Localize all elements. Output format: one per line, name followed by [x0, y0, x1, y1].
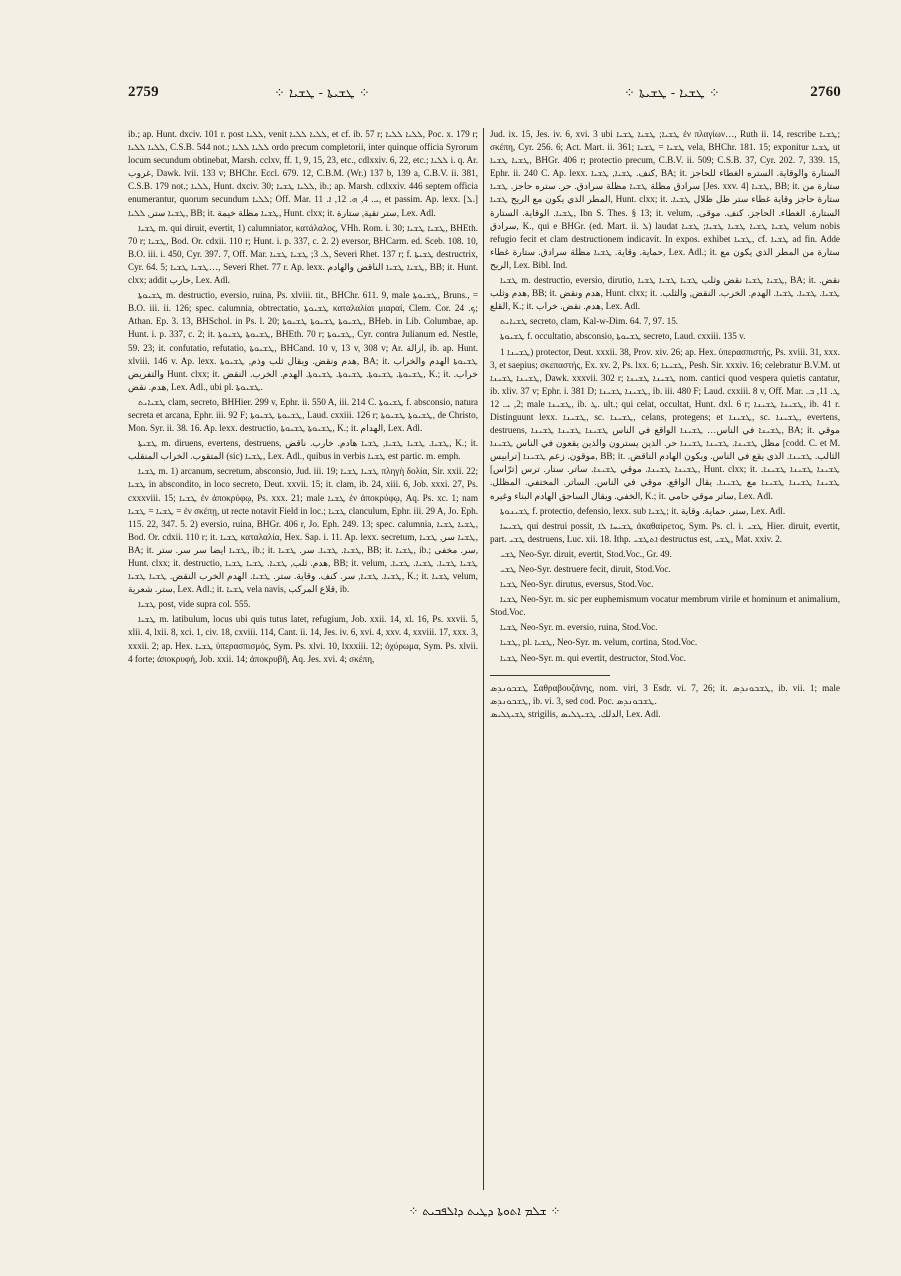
dictionary-entry: ܛܫܝܐ m. latibulum, locus ubi quis tutus latet, refugium, Job. xxii. 14, xl. 16, Ps. xxvii. 5, xlii. 4, lxii. 8, xci. 1, civ. 18, cxviii. 114, Cant. ii. 14, Jes. iv. 6, xvi. 4, xxv. 4, xxviii. 17, xxx. 3, xxxii. 2; ap. Hex. ܛܫܝܐ ὑπερασπισμός, Sym. Ps. xlvi. 10, lxxxiii. 12; ὀχύρωμα, Sym. Ps. xlvii. 4 forte; ἀποκρυφή, Job. xxii. 14; ἀποκρυβῆ, Aq. Jes. xvi. 4; σκέπη, — [128, 614, 478, 664]
dictionary-entry: ܛܫܝܘܬܐ m. destructio, eversio, ruina, Ps. xlviii. tit., BHChr. 611. 9, male ܛܫܝܘܬܐ, Bruns., = B.O. iii. ii. 126; spec. calumnia, obtrectatio, ܛܫܝܘܬܐ καταλαλίαι μιαραί, Clem. Cor. ܟ. 24; Athan. Ep. 3. 13, BHSchol. in Ps. l. 20; ܛܫܝܘܬܐ ܛܫܝܘܬܐ ܛܫܝܘܬܐ, BHeb. in Lib. Columbae, ap. Hunt. i. p. 337, c. 2; it. ܛܫܝܘܬܐ ܛܫܝܘܬܐ, BHEth. 70 r; ܛܫܝܘܬܐ, Cyr. contra Julianum ed. Nestle, 59. 23; it. confutatio, refutatio, ܛܫܝܘܬܐ, BHCand. 10 v, 13 v, 308 v; Ar. ازالة, ib. ap. Hunt. xlviii. 146 v. Ap. lexx. هدم ونقض. ويقال ثلب وذم, ܛܫܝܘܬܐ, BA; it. ܛܫܝܘܬܐ الهدم والخراب والتفريض Hunt. clxx; it. ܛܫܝܘܬܐ. ܛܫܝܘܬܐ. ܛܫܝܘܬܐ. ܛܫܝܘܬܐ. الهدم. الخرب. النقض, K.; it. خراب. هدم. نقض, Lex. Adl., ubi pl. ܛܫܝܘܬܐ. — [128, 290, 478, 392]
right-page-number: 2760 — [810, 84, 841, 100]
dictionary-entry: ܛܫܝܐ m. 1) arcanum, secretum, absconsio, Jud. iii. 19; ܛܫܝܐ ܛܫܝܐ πληγὴ δολία, Sir. xxii. 22; ܛܫܝܐ in abscondito, in loco secreto, Deut. xxvii. 15; it. clam, ib. 24, xiii. 6, Job. xxxi. 27, Ps. cxxxviii. 15; ܛܫܝܐ ἐν ἀποκρύφῳ, Ps. xxx. 21; male ܛܫܝܐ ἐν ἀποκρύφῳ, Aq. Ps. xc. 1; nam ܛܫܝܐ = ܛܫܝܐ = ἐν σκέπῃ, ut recte notavit Field in loc.; ܛܫܝܐ clanculum, Ephr. iii. 29 A, Jo. Eph. 115. 22, 347. 5. 2) eversio, ruina, BHGr. 406 r, Jo. Eph. 249. 13; spec. calumnia, ܛܫܝܐ ܛܫܝܐ, Bod. Or. cdxii. 110 r; it. ܛܫܝܐ καταλαλία, Hex. Sap. i. 11. Ap. lexx. secretum, ܛܫܝܐ سر, ܛܫܝܐ, BA; it. ܛܫܝܐ ايضا سر سر. ستر, ib.; it. ܛܫܝܐ. ܛܫܝܐ. سر. ܛܫܝܐ, BB; it. ܛܫܝܐ, ib.; سر. مخفى, Hunt. clxx; it. destructio, هدم. ثلب, ܛܫܝܐ. ܛܫܝܐ ܛܫܝܐ, BB; it. velum, ܛܫܝܐ ܛܫܝܐ. ܛܫܝܐ. ܛܫܝܐ. ܛܫܝܐ. ܛܫܝܐ, سر. كنف. وقاية. ستر. ܛܫܝܐ. الهدم الخرب النقض. ܛܫܝܐ ܛܫܝܐ, K.; it. ܛܫܝܐ velum, ستر. شعرية, Lex. Adl.; it. ܛܫܝܐ vela navis, قلاع المركب, ib. — [128, 466, 478, 595]
text-columns — [128, 128, 841, 1190]
section-end-line: ⁘ ܫܠܡ ܐܬܘܬܐ ܕܛܝܬ ܕܐܠܦܒܝܬ ⁘ — [408, 1204, 561, 1218]
dictionary-entry: ܛܫܝܐ Neo-Syr. m. eversio, ruina, Stod.Voc. — [500, 622, 658, 633]
dictionary-entry: ܛܫܝ Neo-Syr. destruere fecit, diruit, Stod.Voc. — [500, 564, 671, 574]
dictionary-entry: Jud. ix. 15, Jes. iv. 6, xvi. 3 ubi ܛܫܝܐ; ܛܫܝܐ ܛܫܝܐ ἐν πλαγίων…, Ruth ii. 14, rescribe ܛܫܝܐ; σκέπη, Cyr. 256. 6; Act. Mart. ii. 361; ܛܫܝܐ = ܛܫܝܐ vela, BHChr. 181. 15; exponitur ܛܫܝܐ ut ܛܫܝܐ ܛܫܝܐ, BHGr. 406 r; protectio precum, C.B.V. ii. 509; C.S.B. 37, Cyr. 202. 7, 339. 15, Ephr. ii. 240 C. Ap. lexx. كنف. ܛܫܝܐ, ܛܫܝܐ, BA; it. الستارة والوقاية. الستره الغطاء للحاجز سرادق مظلة ܛܫܝܐ مظلة سرادق. حر. ستره حاجز. ܛܫܝܐ [Jes. xxv. 4] ܛܫܝܐ, BB; it. ستارة من المطر الذي يكون مع الريح ܛܫܝܐ, Hunt. clxx; it. ستارة حاجز وقاية غطاء ستر ظل ظلال ܛܫܝܐ. ܛܫܝܐ. الوقاية. الستارة, Ibn S. Thes. § 13; it. velum, الستارة. الغطاء. الحاجز. كنف. موقى. سرادق, K., qui e BHGr. (ed. Mart. ii. ܠ) laudat ܛܫܝܐ ܛܫܝܐ ܛܫܝܐ ܛܫܝܐ; ܛܫܝܐ velum nobis refugio fecit et clam destructionem indicavit. In expos. exhibet ܛܫܝܐ, cf. ܛܫܝܐ ad fin. Adde حماية. وقاية. ܛܫܝܐ مظلة سرادق. ستارة غطاء, Lex. Adl.; it. ستارة من المطر الذي يكون مع الريح, Lex. Bibl. Ind. — [490, 129, 840, 270]
dictionary-entry: ܛܫܝܢܐ 1) protector, Deut. xxxii. 38, Prov. xiv. 26; ap. Hex. ὑπερασπιστής, Ps. xviii. 31, xxx. 3, et saepius; σκεπαστής, Ex. xv. 2, Ps. lxx. 6; ܛܫܝܢܐ, Pesh. Sir. xxxiv. 16; celebratur B.V.M. ut ܛܫܝܢܐ ܛܫܝܢܐ, Dawk. xxxvii. 302 r; ܛܫܝܢܐ ܛܫܝܢܐ nom. cantici quod vespera quietis cantatur, ib. xliv. 37 v; Ephr. i. 381 D; ܛܫܝܢܐ ܛܫܝܢܐ, ib. iii. 480 F; Laud. cxxiii. 8 v, Off. Mar. ܛ. 11, ܒ. 2, ܝ. 12; male ܛܫܝܢܐ, ib. ܛ. ult.; qui celat, occultat, Hunt. dxl. 6 r; ܛܫܝܢܐ ܛܫܝܢܐ, ib. 41 r. Distinguunt lexx. ܛܫܝܢܐ, sc. ܛܫܝܢܐ, celans, protegens; et ܛܫܝܢܐ, sc. ܛܫܝܢܐ, evertens, destruens, ܛܫܝܢܐ في الناس… ܛܫܝܢܐ الواقع في الناس ܛܫܝܢܐ ܛܫܝܢܐ ܛܫܝܢܐ, BA; it. موقي مظل ܛܫܝܢܐ. ܛܫܝܢܐ ܛܫܝܢܐ حر. الذين يسترون والذين يقعون في الناس ܛܫܝܢܐ [codd. C. et M. ترابيس] موقون. زعم ܛܫܝܢܐ, BB; it. الثالب. ܛܫܝܢܐ. الذي يقع في الناس. ويكون الهادم الناقض. ܛܫܝܢܐ ܛܫܝܢܐ. موقي ܛܫܝܢܐ. ساتر. ستار. ترس [ترّاس], Hunt. clxx; it. ܛܫܝܢܐ ܛܫܝܢܐ ܛܫܝܢܐ. ܛܫܝܢܐ ܛܫܝܢܐ ܛܫܝܢܐ مع ܛܫܝܢܐ. يقال الواقع. موقي في الناس. الساتر. المختفي. المظلل. الخفي. ويقال الساحق الهادم البناء وغيره, K.; it. ساتر موقي حامي, Lex. Adl. — [490, 346, 840, 501]
dictionary-entry: ܛܫܝܐ Neo-Syr. m. sic per euphemismum vocatur membrum virile et hominum et animalium, Stod.Voc. — [490, 594, 840, 618]
dictionary-entry: ܛܫܝܐ m. qui diruit, evertit, 1) calumniator, κατάλαλος, VHh. Rom. i. 30; ܛܫܝܐ ܛܫܝܐ, BHEth. 70 r; ܛܫܝܐ, Bod. Or. cdxii. 110 r; Hunt. i. p. 337, c. 2. 2) eversor, BHCarm. ed. Sceb. 108. 10, B.O. iii. i. 450, Cyr. 397. 7, Off. Mar. ܠ. 3; ܛܫܝܐ ܛܫܝܐ, Severi Rhet. 137 r; f. ܛܫܝܬܐ destructrix, Cyr. 64. 5; ܛܫܝܐ ܛܫܝܐ…, Severi Rhet. 77 r. Ap. lexx. ܛܫܝܐ ܛܫܝܐ الناقض والهادم, BB; it. Hunt. clxx; addit خارب, Lex. Adl. — [128, 222, 478, 286]
right-column — [490, 128, 840, 1190]
column-divider — [483, 128, 484, 1190]
dictionary-entry: ܛܫܝܢܘܬܐ f. protectio, defensio, lexx. sub ܛܫܝܐ; it. ستر. حماية. وقاية, Lex. Adl. — [500, 505, 786, 516]
footnote-divider — [490, 675, 610, 676]
footnote-entry: ܛܫܒܘܢܕܣ Σαθραβουζάνης, nom. viri, 3 Esdr. vi. 7, 26; it. ܛܫܒܘܢܕܣ, ib. vii. 1; male ܛܫܒܘܢܕܣ, ib. vi. 3, sed cod. Poc. ܛܫܒܘܢܕܣ. — [490, 682, 840, 706]
dictionary-entry: ib.; ap. Hunt. dxciv. 101 r. post ܠܠܝܐ, venit ܠܠܝܐ ܠܠܝܐ, et cf. ib. 57 r; ܠܠܝܐ ܠܠܝܐ, Poc. x. 179 r; ܠܠܝܐ ܠܠܝܐ, C.S.B. 544 not.; ܠܠܝܐ ܠܠܝܐ ordo precum completorii, inter quinque officia Syrorum locum secundum obtinebat, Marsh. cclxv, ff. 1, 9, 15, 23, etc., cdlxxiv. 6, 22, etc.; ܠܠܝܐ i. q. Ar. غروب, Dawk. lvii. 133 v; BHChr. Eccl. 679. 12, C.B.M. (Wr.) 137 b, 139 a, C.B.V. ii. 381, C.S.B. 179 not.; ܠܠܝܐ, Hunt. dxciv. 30; ܠܠܝܐ ܛܫܝܐ, ib.; ap. Marsh. cdlxxiv. 446 septem officia enumerantur, quorum secundum ܠܠܝܐ; Off. Mar. ܝ. 4, ܗ. 12, ܐ. 11, et passim. Ap. lexx. [ܠ.] ܛܫܝܐ ستر, ܠܠܝܐ, BB; it. ܛܫܝܐ مظلة خيمة, Hunt. clxx; it. ستر تقية, ستارة, Lex. Adl. — [128, 129, 478, 218]
dictionary-entry: ܛܫܝܘܬܐ f. occultatio, absconsio, ܛܫܝܘܬܐ secreto, Laud. cxxiii. 135 v. — [500, 331, 746, 342]
right-running-head: ⁘ ܛܫܝܐ - ܛܫܝܬܐ ⁘ — [624, 86, 720, 101]
page-header — [128, 84, 841, 106]
dictionary-entry: ܛܫܝܬܐ m. diruens, evertens, destruens, ܛܫܝܐ. ܛܫܝܐ ܛܫܝܐ, ܛܫܝܐ هادم. خارب. ناقض, K.; it. المتقوب. الخراب المنقلب (sic) ܛܫܝܐ, Lex. Adl., quibus in verbis ܛܫܝܐ est partic. m. emph. — [128, 438, 478, 462]
dictionary-entry: ܛܫܝܐ post, vide supra col. 555. — [138, 599, 251, 610]
dictionary-entry: ܛܫܝܚܐ qui destrui possit, ܛܫܝܚܐ ܠܐ ἀκαθαίρετος, Sym. Ps. cl. i. ܛܫܝ Hier. diruit, evertit, part. ܛܫܝ destruens, Luc. xii. 18. Ithp. ܐܬܛܫܝ destructus est, ܛܫܝ, Mat. xxiv. 2. — [490, 520, 840, 544]
dictionary-entry: ܛܫܝܐܝܬ clam, secreto, BHHier. 299 v, Ephr. ii. 550 A, iii. 214 C. ܛܫܝܘܬܐ f. absconsio, natura secreta et arcana, Ephr. iii. 92 F; ܛܫܝܘܬܐ ܛܫܝܘܬܐ, Laud. cxxiii. 126 r; ܛܫܝܘܬܐ ܛܫܝܘܬܐ, de Christo, Mon. Syr. ii. 38. 16. Ap. lexx. destructio, ܛܫܝܘܬܐ ܛܫܝܘܬܐ, K.; it. الهدام, Lex. Adl. — [128, 396, 478, 434]
dictionary-entry: ܛܫܝܐ, pl. ܛܫܝܐ, Neo-Syr. m. velum, cortina, Stod.Voc. — [500, 637, 698, 648]
dictionary-entry: ܛܫܝܐ m. destructio, eversio, dirutio, ܛܫܝܐ ܛܫܝܐ نقض وثلب ܛܫܝܐ ܛܫܝܐ ܛܫܝܐ, BA; it. نقض. هدم وثلب, BB; it. هدم ونقض, Hunt. clxx; it. ܛܫܝܐ. ܛܫܝܐ. ܛܫܝܐ. الهدم. الخرب. النقض, والثلب. القلع, K.; it. هدم. نقض. خراب, Lex. Adl. — [490, 275, 840, 312]
left-column — [128, 128, 478, 1190]
dictionary-entry: ܛܫܝܐ Neo-Syr. m. qui evertit, destructor, Stod.Voc. — [500, 652, 686, 663]
dictionary-entry: ܛܫܝ Neo-Syr. diruit, evertit, Stod.Voc., Gr. 49. — [500, 548, 672, 559]
footnote-entry: ܛܫܝܓܠܝܣ strigilis, الدلك. ܛܫܝܓܠܝܣ, Lex. Adl. — [490, 708, 661, 719]
dictionary-entry: ܛܫܝܐܝܬ secreto, clam, Kal-w-Dim. 64. 7, 97. 15. — [500, 316, 679, 327]
left-page-number: 2759 — [128, 84, 159, 100]
left-running-head: ⁘ ܛܫܝܬܐ - ܛܫܝܐ ⁘ — [274, 86, 370, 101]
dictionary-entry: ܛܫܝܐ Neo-Syr. dirutus, eversus, Stod.Voc. — [500, 579, 654, 590]
